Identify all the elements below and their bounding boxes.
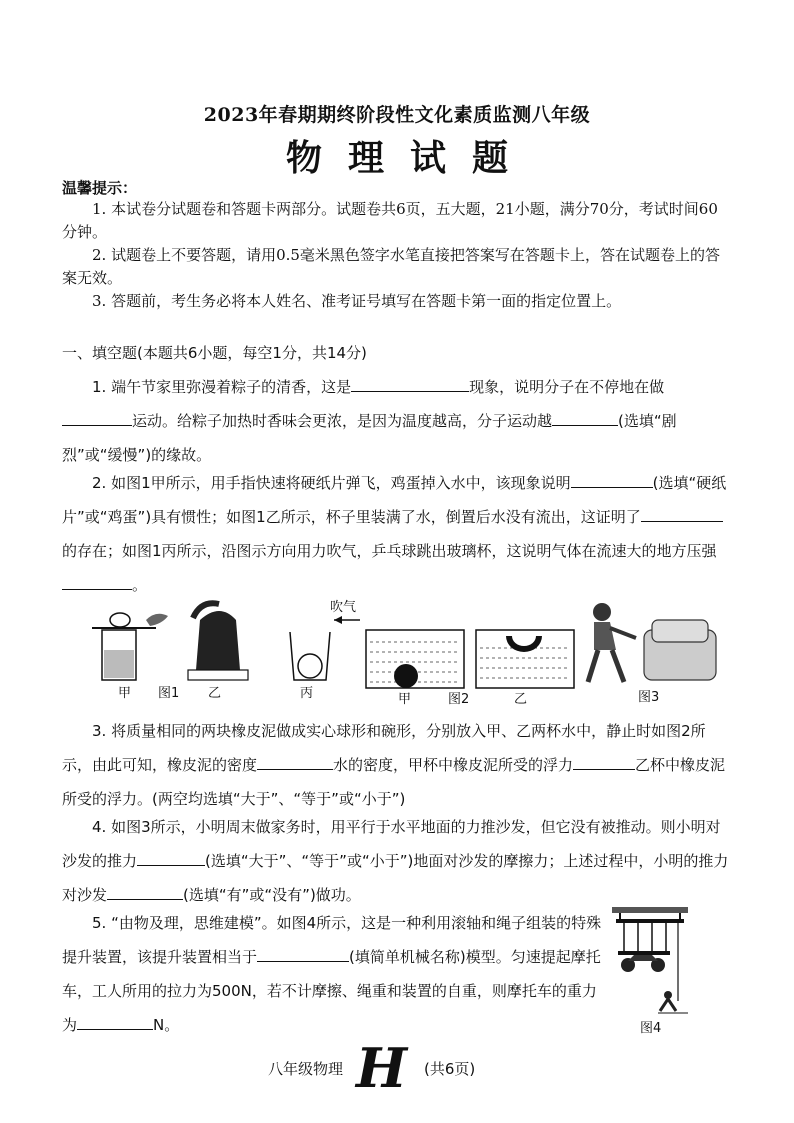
question-2: 2. 如图1甲所示，用手指快速将硬纸片弹飞，鸡蛋掉入水中，该现象说明 (选填“硬纸片”或“鸡蛋”)具有惯性；如图1乙所示，杯子里装满了水，倒置后水没有流出，这证明了的存在；如图1丙所示，沿图示方向用力吹气，乒乓球跳出玻璃杯，这说明气体在流速大的地方压强。 <box>62 474 727 594</box>
fig2-jia-illustration <box>366 630 464 688</box>
footer-subject: 八年级物理 <box>268 1060 344 1078</box>
fig1-caption: 图1 <box>158 686 180 701</box>
fig1-bing-illustration <box>290 616 360 680</box>
answer-blank <box>571 473 653 488</box>
question-4: 4. 如图3所示，小明周末做家务时，用平行于水平地面的力推沙发，但它没有被推动。则小明对沙发的推力 (选填“大于”、“等于”或“小于”)地面对沙发的摩擦力；上述过程中，小明的推力对沙发 (选填“有”或“没有”)做功。 <box>62 818 729 904</box>
fig2-jia-caption: 甲 <box>398 692 412 707</box>
tips-label: 温馨提示： <box>62 179 138 197</box>
answer-blank <box>62 411 132 426</box>
answer-blank <box>137 851 205 866</box>
tip-item-1: 1. 本试卷分试题卷和答题卡两部分。试题卷共6页，五大题，21小题，满分70分，考试时间60分钟。 <box>62 200 718 241</box>
answer-blank <box>641 507 723 522</box>
question-3: 3. 将质量相同的两块橡皮泥做成实心球形和碗形，分别放入甲、乙两杯水中，静止时如图2所示，由此可知，橡皮泥的密度 水的密度，甲杯中橡皮泥所受的浮力 乙杯中橡皮泥所受的浮力。(两空均选填“大于”、“等于”或“小于”) <box>62 722 726 808</box>
footer-pages: (共6页) <box>424 1060 476 1078</box>
answer-blank <box>552 411 618 426</box>
question-1: 1. 端午节家里弥漫着粽子的清香，这是 现象，说明分子在不停地在做运动。给粽子加热时香味会更浓，是因为温度越高，分子运动越 (选填“剧烈”或“缓慢”)的缘故。 <box>62 378 677 464</box>
answer-blank <box>257 947 349 962</box>
fig1-yi-caption: 乙 <box>208 686 222 701</box>
fig2-caption: 图2 <box>448 692 470 707</box>
answer-blank <box>77 1015 153 1030</box>
tip-item-3: 3. 答题前，考生务必将本人姓名、准考证号填写在答题卡第一面的指定位置上。 <box>92 292 622 310</box>
fig3-caption: 图3 <box>638 690 660 705</box>
answer-blank <box>351 377 469 392</box>
answer-blank <box>257 755 333 770</box>
answer-blank <box>62 575 132 590</box>
exam-subtitle: 2023年春期期终阶段性文化素质监测八年级 <box>203 104 591 126</box>
blow-label: 吹气 <box>330 600 357 615</box>
fig4-illustration <box>610 905 690 1035</box>
fig1-yi-illustration <box>188 603 248 680</box>
fig4-caption: 图4 <box>640 1021 662 1036</box>
figures-row <box>88 590 728 707</box>
fig2-yi-caption: 乙 <box>514 692 528 707</box>
tip-item-2: 2. 试题卷上不要答题，请用0.5毫米黑色签字水笔直接把答案写在答题卡上，答在试题卷上的答案无效。 <box>62 246 720 287</box>
fig1-jia-illustration <box>92 613 168 680</box>
section-title: 一、填空题(本题共6小题，每空1分，共14分) <box>62 344 367 362</box>
answer-blank <box>573 755 635 770</box>
question-5: 5. “由物及理，思维建模”。如图4所示，这是一种利用滚轴和绳子组装的特殊提升装置，该提升装置相当于 (填简单机械名称)模型。匀速提起摩托车，工人所用的拉力为500N，若不计摩擦、绳重和装置的自重，则摩托车的重力为 N。 <box>62 914 602 1034</box>
footer-paper-letter: H <box>356 1036 408 1100</box>
fig1-bing-caption: 丙 <box>300 686 314 701</box>
fig2-yi-illustration <box>476 630 574 688</box>
exam-title: 物理试题 <box>285 137 534 179</box>
fig3-illustration <box>588 603 716 682</box>
figures-svg <box>88 590 728 700</box>
answer-blank <box>107 885 183 900</box>
fig1-jia-caption: 甲 <box>118 686 132 701</box>
